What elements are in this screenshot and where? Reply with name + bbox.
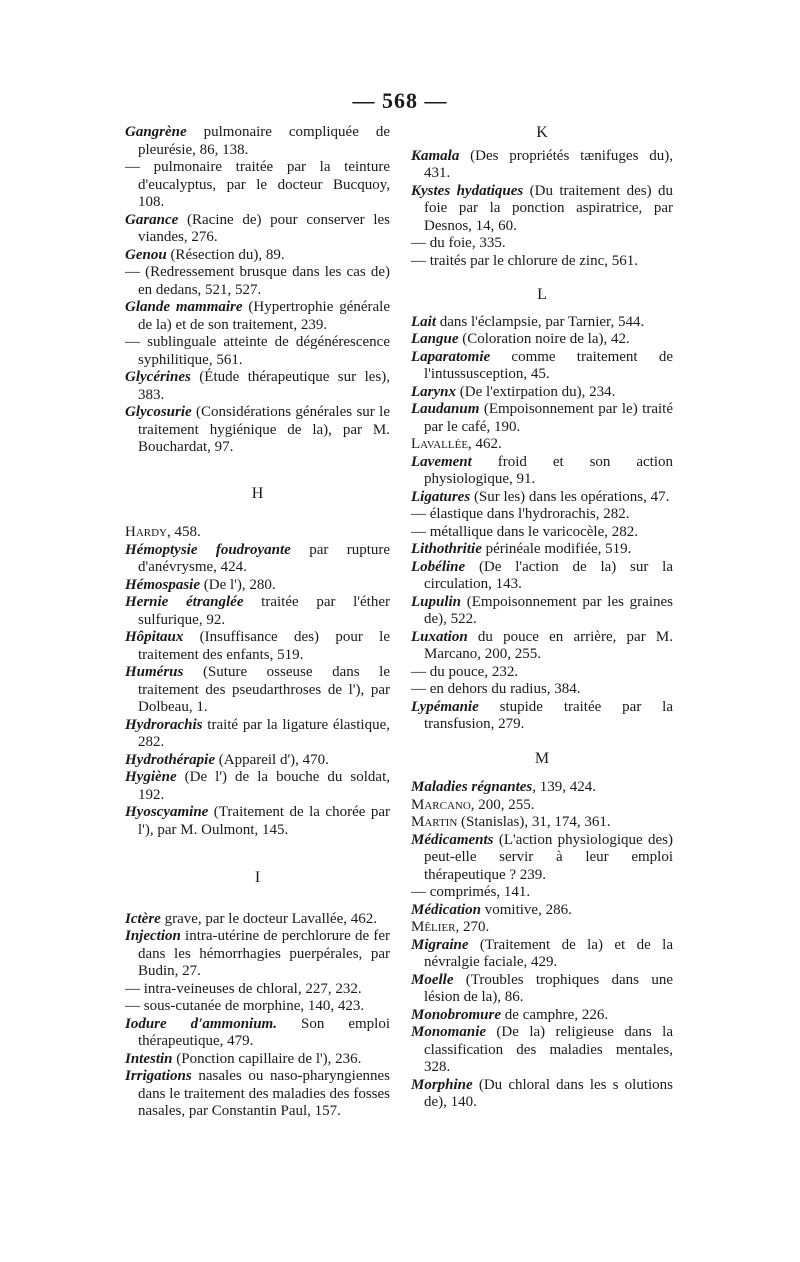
entry-text: (Ponction capillaire de l'), 236. [172, 1050, 362, 1067]
entry-text: (Racine de) pour conserver les viandes, 276. [138, 211, 390, 245]
index-entry [411, 1007, 673, 1025]
index-entry [125, 264, 390, 299]
index-entry [411, 919, 673, 937]
entry-headword: Glande mammaire [125, 299, 243, 315]
index-entry [411, 331, 673, 349]
index-entry [411, 779, 673, 797]
entry-headword: Lait [411, 313, 436, 330]
entry-author-name: Marcano [411, 796, 471, 813]
entry-text: stupide traitée par la transfusion, 279. [424, 698, 673, 732]
entry-text: (De l'action de la) sur la circulation, 143. [424, 558, 673, 592]
entry-author-name: Lavallée [411, 436, 469, 452]
index-entry [411, 349, 673, 384]
entry-text: , 139, 424. [532, 779, 597, 795]
entry-text: dans l'éclampsie, par Tarnier, 544. [436, 313, 645, 330]
entry-author-name: Hardy [125, 524, 168, 540]
entry-text: (Étude thérapeutique sur les), 383. [138, 369, 390, 403]
entry-headword: Langue [411, 331, 459, 347]
entry-headword: Lupulin [411, 593, 462, 610]
section-letter: H [251, 484, 264, 502]
entry-headword: Garance [125, 211, 179, 228]
entry-text: , 200, 255. [470, 796, 535, 813]
index-entry [411, 832, 673, 885]
index-entry [125, 212, 390, 247]
entry-text: (Considérations générales sur le traitement hygiénique de la), par M. Bouchardat, 97. [138, 404, 390, 455]
entry-text: (Du traitement des) du foie par la ponction aspiratrice, par Desnos, 14, 60. [424, 182, 673, 234]
index-entry [411, 937, 673, 972]
entry-text: (Des propriétés tænifuges du), 431. [424, 147, 673, 181]
index-entry [125, 542, 390, 577]
index-entry [411, 559, 673, 594]
entry-text: — élastique dans l'hydrorachis, 282. [411, 506, 630, 522]
section-letter: I [254, 869, 261, 886]
entry-text: (Traitement de la) et de la névralgie faciale, 429. [424, 936, 673, 970]
index-entry [411, 489, 673, 507]
entry-headword: Maladies régnantes [411, 779, 533, 795]
entry-text: de camphre, 226. [501, 1006, 609, 1023]
index-entry [411, 235, 673, 253]
entry-text: — intra-veineuses de chloral, 227, 232. [125, 980, 362, 997]
entry-text: grave, par le docteur Lavallée, 462. [160, 910, 377, 927]
entry-text: (De l'), 280. [200, 576, 276, 593]
entry-headword: Larynx [411, 383, 456, 400]
index-entry [411, 884, 673, 902]
entry-text: traité par la ligature élastique, 282. [138, 716, 390, 750]
entry-text: (Du chloral dans les s olutions de), 140. [424, 1076, 673, 1110]
entry-text: (L'action physiologique des) peut-elle servir à leur emploi thérapeutique ? 239. [424, 831, 673, 883]
entry-text: — (Redressement brusque dans les cas de) en dedans, 521, 527. [125, 264, 390, 298]
entry-headword: Hémospasie [125, 576, 200, 593]
index-entry [125, 769, 390, 804]
entry-text: — en dehors du radius, 384. [411, 681, 581, 697]
index-entry [125, 369, 390, 404]
index-entry [125, 404, 390, 457]
entry-text: , 462. [468, 436, 502, 452]
index-entry [411, 972, 673, 1007]
entry-headword: Irrigations [125, 1068, 192, 1084]
entry-headword: Hydrorachis [125, 716, 203, 733]
entry-text: (Hypertrophie générale de la) et de son traitement, 239. [138, 299, 391, 333]
entry-headword: Lypémanie [411, 698, 479, 715]
section-letter: M [534, 749, 550, 767]
entry-headword: Hôpitaux [125, 629, 184, 645]
entry-text: — sous-cutanée de morphine, 140, 423. [125, 998, 365, 1014]
entry-headword: Hygiène [125, 769, 177, 785]
index-entry [125, 577, 390, 595]
index-entry [125, 124, 390, 159]
entry-headword: Moelle [411, 971, 454, 988]
index-entry [125, 981, 390, 999]
entry-headword: Migraine [411, 936, 469, 953]
entry-headword: Glycosurie [125, 404, 192, 420]
entry-text: — sublinguale atteinte de dégénérescence syphilitique, 561. [125, 334, 390, 368]
entry-text: (Insuffisance des) pour le traitement des enfants, 519. [138, 629, 390, 663]
entry-headword: Humérus [125, 664, 184, 680]
entry-author-name: Mêlier [411, 919, 456, 935]
index-entry [125, 1068, 390, 1121]
entry-headword: Gangrène [125, 124, 187, 140]
entry-headword: Hémoptysie foudroyante [125, 541, 291, 558]
index-entry [125, 334, 390, 369]
index-entry [125, 911, 390, 929]
right-index-column [411, 124, 673, 1112]
entry-text: (Résection du), 89. [166, 246, 285, 263]
index-entry [125, 159, 390, 212]
entry-text: (Troubles trophiques dans une lésion de la), 86. [424, 971, 673, 1005]
entry-text: traitée par l'éther sulfurique, 92. [138, 594, 390, 628]
entry-text: intra-utérine de perchlorure de fer dans les hémorrhagies puerpérales, par Budin, 27. [138, 928, 390, 979]
entry-headword: Hyoscyamine [125, 804, 209, 820]
section-letter: L [537, 286, 547, 303]
entry-headword: Glycérines [125, 369, 191, 385]
entry-text: pulmonaire compliquée de pleurésie, 86, 138. [138, 124, 390, 158]
section-letter: K [536, 124, 548, 141]
index-entry [125, 664, 390, 717]
entry-headword: Hydrothérapie [125, 751, 215, 768]
index-entry [411, 436, 673, 454]
entry-headword: Morphine [411, 1076, 473, 1093]
entry-text: (De l') de la bouche du soldat, 192. [138, 769, 390, 803]
entry-text: (Stanislas), 31, 174, 361. [457, 814, 611, 830]
entry-text: (Empoisonnement par le) traité par le café, 190. [424, 401, 673, 435]
index-entry [125, 299, 390, 334]
index-entry [411, 454, 673, 489]
index-entry [125, 1051, 390, 1069]
entry-text: — du foie, 335. [411, 235, 506, 251]
entry-text: du pouce en arrière, par M. Marcano, 200, 255. [424, 628, 673, 662]
left-index-column [125, 124, 390, 1121]
index-entry [125, 804, 390, 839]
entry-headword: Ictère [125, 910, 161, 927]
entry-headword: Monobromure [411, 1006, 502, 1023]
entry-text: (De la) religieuse dans la classification des maladies mentales, 328. [424, 1024, 673, 1075]
entry-text: — pulmonaire traitée par la teinture d'eucalyptus, par le docteur Bucquoy, 108. [125, 159, 390, 210]
index-entry [411, 797, 673, 815]
index-entry [125, 928, 390, 981]
index-entry [411, 902, 673, 920]
index-entry [411, 594, 673, 629]
index-entry [411, 664, 673, 682]
entry-text: (Suture osseuse dans le traitement des pseudarthroses de l'), par Dolbeau, 1. [138, 664, 390, 715]
index-entry [411, 1024, 673, 1077]
page-number: — 568 — [352, 88, 448, 113]
entry-author-name: Martin [411, 814, 458, 830]
index-entry [411, 629, 673, 664]
index-entry [125, 998, 390, 1016]
index-entry [411, 699, 673, 734]
entry-text: (Empoisonnement par les graines de), 522. [424, 593, 673, 627]
entry-text: (Sur les) dans les opérations, 47. [470, 488, 670, 505]
entry-headword: Laudanum [411, 401, 480, 417]
entry-text: (Appareil d'), 470. [215, 751, 329, 768]
entry-headword: Lobéline [411, 558, 466, 575]
index-entry [411, 148, 673, 183]
entry-text: vomitive, 286. [481, 901, 572, 918]
index-entry [125, 752, 390, 770]
entry-text: comme traitement de l'intussusception, 45. [424, 348, 673, 382]
index-entry [411, 401, 673, 436]
entry-text: nasales ou naso-pharyngiennes dans le traitement des maladies des fosses nasales, par Constantin Paul, 157. [138, 1068, 390, 1119]
entry-headword: Monomanie [411, 1024, 487, 1040]
index-entry [411, 814, 673, 832]
entry-text: Son emploi thérapeutique, 479. [138, 1015, 390, 1049]
index-entry [125, 524, 390, 542]
entry-headword: Laparatomie [411, 348, 491, 365]
index-entry [125, 1016, 390, 1051]
entry-text: périnéale modifiée, 519. [481, 541, 632, 557]
entry-text: — métallique dans le varicocèle, 282. [411, 523, 638, 540]
index-entry [125, 717, 390, 752]
index-entry [125, 629, 390, 664]
entry-text: — comprimés, 141. [411, 884, 531, 900]
index-entry [411, 506, 673, 524]
entry-text: (Coloration noire de la), 42. [458, 331, 630, 347]
index-entry [411, 524, 673, 542]
index-entry [411, 541, 673, 559]
entry-text: — traités par le chlorure de zinc, 561. [411, 252, 638, 269]
index-entry [125, 247, 390, 265]
entry-text: — du pouce, 232. [411, 663, 519, 680]
entry-text: froid et son action physiologique, 91. [424, 453, 673, 487]
entry-headword: Kystes hydatiques [411, 182, 524, 199]
index-entry [411, 253, 673, 271]
entry-text: , 270. [455, 919, 490, 935]
entry-headword: Kamala [411, 147, 460, 164]
entry-headword: Injection [125, 928, 181, 944]
entry-headword: Luxation [411, 628, 468, 645]
entry-headword: Ligatures [411, 488, 471, 505]
entry-text: (Traitement de la chorée par l'), par M. Oulmont, 145. [138, 804, 390, 838]
entry-headword: Médication [411, 901, 481, 918]
entry-headword: Médicaments [411, 831, 494, 848]
entry-headword: Intestin [125, 1050, 173, 1067]
entry-text: , 458. [167, 524, 201, 540]
entry-headword: Lithothritie [411, 541, 482, 557]
index-entry [411, 681, 673, 699]
entry-headword: Lavement [411, 453, 472, 470]
entry-headword: Hernie étranglée [125, 594, 244, 610]
index-entry [411, 1077, 673, 1112]
index-entry [411, 314, 673, 332]
index-entry [411, 384, 673, 402]
index-entry [125, 594, 390, 629]
entry-text: (De l'extirpation du), 234. [456, 383, 616, 400]
index-entry [411, 183, 673, 236]
entry-headword: Genou [125, 246, 167, 263]
entry-headword: Iodure d'ammonium. [125, 1015, 277, 1032]
entry-text: par rupture d'anévrysme, 424. [138, 541, 391, 575]
